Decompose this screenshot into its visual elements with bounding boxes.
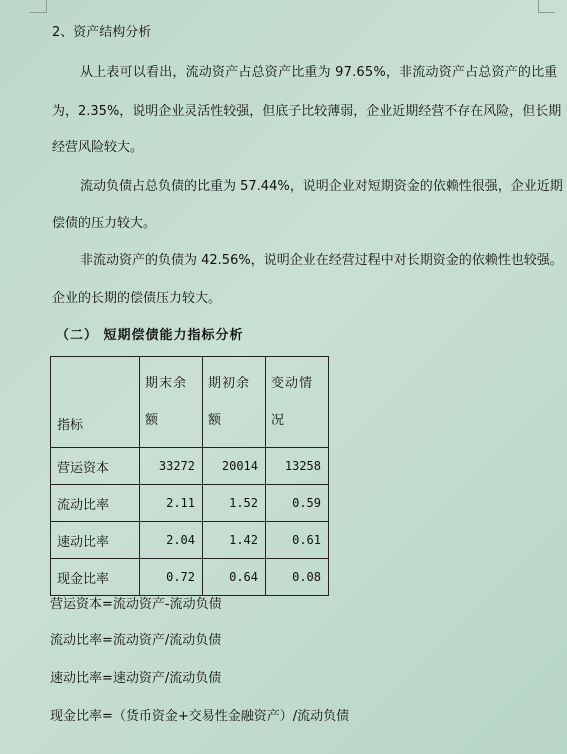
header-begin-line1: 期初余 (208, 376, 251, 391)
row-begin-value: 1.42 (203, 522, 266, 559)
header-change-line1: 变动情 (271, 376, 314, 391)
page-corner-mark-left (30, 0, 47, 13)
header-change (266, 357, 329, 448)
formula-working-capital: 营运资本=流动资产-流动负债 (50, 597, 222, 612)
paragraph-3-line-1: 非流动资产的负债为 42.56%，说明企业在经营过程中对长期资金的依赖性也较强。 (80, 253, 563, 268)
table-header-row (51, 357, 329, 448)
header-begin-line2: 额 (208, 413, 223, 428)
row-end-value: 2.11 (140, 485, 203, 522)
paragraph-1-line-2: 为，2.35%，说明企业灵活性较强，但底子比较薄弱，企业近期经营不存在风险，但长期 (52, 104, 562, 119)
formula-quick-ratio: 速动比率=速动资产/流动负债 (50, 671, 222, 686)
formula-cash-ratio: 现金比率=（货币资金+交易性金融资产）/流动负债 (50, 709, 350, 724)
liquidity-ratio-table (50, 356, 329, 596)
row-change-value: 13258 (266, 448, 329, 485)
table-row (51, 448, 329, 485)
subsection-title: （二） 短期偿债能力指标分析 (56, 328, 244, 343)
row-begin-value: 1.52 (203, 485, 266, 522)
paragraph-1-line-1: 从上表可以看出，流动资产占总资产比重为 97.65%，非流动资产占总资产的比重 (80, 65, 558, 80)
section-title: 2、资产结构分析 (52, 25, 152, 40)
row-begin-value: 0.64 (203, 559, 266, 596)
table-row (51, 485, 329, 522)
paragraph-1-line-3: 经营风险较大。 (52, 140, 144, 155)
row-end-value: 2.04 (140, 522, 203, 559)
page-corner-mark-right (538, 0, 555, 13)
row-change-value: 0.08 (266, 559, 329, 596)
header-indicator: 指标 (51, 357, 140, 448)
row-end-value: 33272 (140, 448, 203, 485)
header-end-line1: 期末余 (145, 376, 188, 391)
row-name: 流动比率 (51, 485, 140, 522)
header-end-balance (140, 357, 203, 448)
paragraph-3-line-2: 企业的长期的偿债压力较大。 (52, 291, 222, 306)
table-row (51, 559, 329, 596)
table-row (51, 522, 329, 559)
row-change-value: 0.61 (266, 522, 329, 559)
row-name: 营运资本 (51, 448, 140, 485)
row-name: 现金比率 (51, 559, 140, 596)
row-begin-value: 20014 (203, 448, 266, 485)
row-name: 速动比率 (51, 522, 140, 559)
header-end-line2: 额 (145, 413, 160, 428)
header-change-line2: 况 (271, 413, 286, 428)
header-begin-balance (203, 357, 266, 448)
row-end-value: 0.72 (140, 559, 203, 596)
paragraph-2-line-1: 流动负债占总负债的比重为 57.44%，说明企业对短期资金的依赖性很强，企业近期 (80, 179, 563, 194)
row-change-value: 0.59 (266, 485, 329, 522)
formula-current-ratio: 流动比率=流动资产/流动负债 (50, 633, 222, 648)
paragraph-2-line-2: 偿债的压力较大。 (52, 216, 157, 231)
